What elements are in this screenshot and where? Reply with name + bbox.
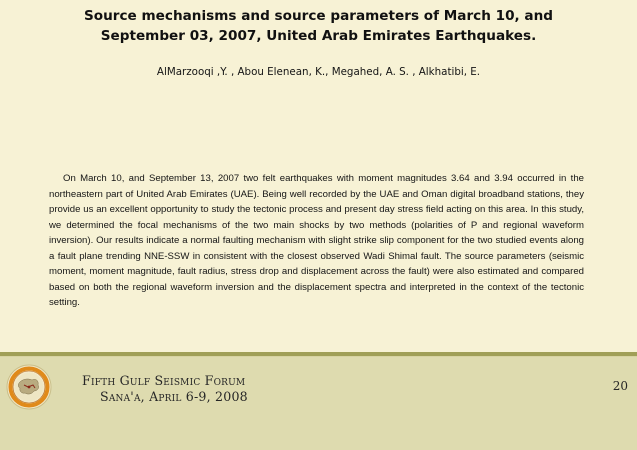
abstract-paragraph bbox=[49, 171, 584, 311]
forum-seal-icon bbox=[6, 364, 52, 410]
page-number: 20 bbox=[612, 379, 628, 393]
author-list: AlMarzooqi ,Y. , Abou Elenean, K., Megahed, A. S. , Alkhatibi, E. bbox=[156, 66, 481, 78]
forum-place-date: Sana'a, April 6-9, 2008 bbox=[100, 389, 248, 404]
title-line-2: September 03, 2007, United Arab Emirates Earthquakes. bbox=[100, 28, 537, 44]
title-line-1: Source mechanisms and source parameters of March 10, and bbox=[83, 8, 554, 24]
footer-band bbox=[0, 357, 637, 450]
forum-name: Fifth Gulf Seismic Forum bbox=[82, 373, 246, 388]
slide-title bbox=[40, 6, 597, 46]
abstract-text: On March 10, and September 13, 2007 two felt earthquakes with moment magnitudes 3.64 and 3.94 occurred in the northeastern part of United Arab Emirates (UAE). Being well recorded by the UAE and Oman digital broadband stations, they provide us an excellent opportunity to study the tectonic process and present day stress field acting on this area. In this study, we determined the focal mechanisms of the two main shocks by two methods (polarities of P and regional waveform inversion). Our results indicate a normal faulting mechanism with slight strike slip component for the two studied events along a fault plane trending NNE-SSW in consistent with the closest observed Wadi Shimal fault. The source parameters (seismic moment, moment magnitude, fault radius, stress drop and displacement across the fault) were also estimated and compared based on both the regional waveform inversion and the displacement spectra and interpreted in the context of the tectonic setting. bbox=[49, 173, 584, 308]
